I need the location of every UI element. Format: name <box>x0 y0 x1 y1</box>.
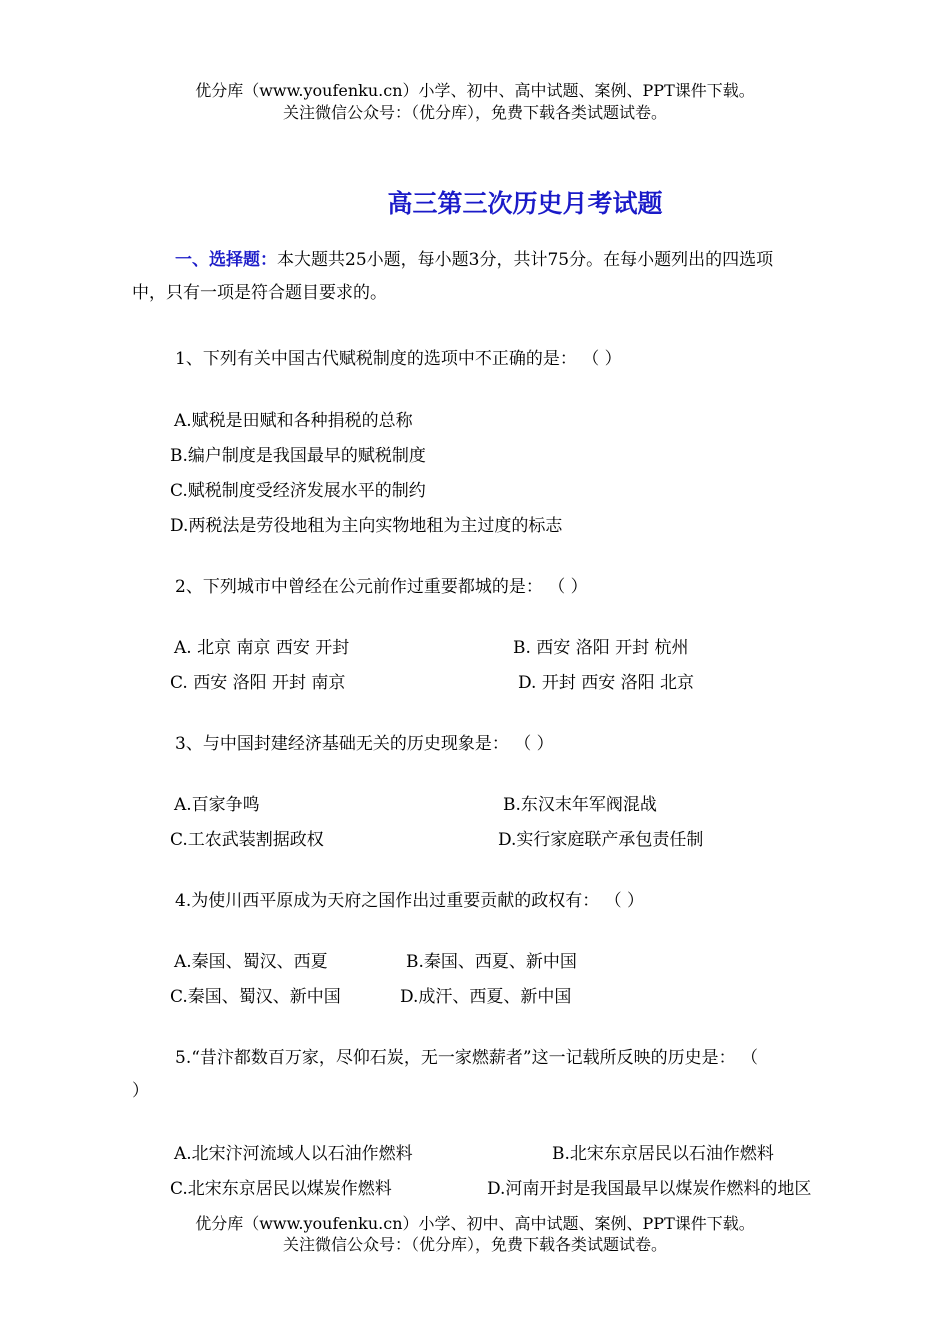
section-text-2: 中，只有一项是符合题目要求的。 <box>132 283 387 303</box>
question-5-stem-line-1: 5.“昔汴都数百万家，尽仰石炭，无一家燃薪者”这一记载所反映的历史是： （ <box>175 1048 759 1068</box>
question-4-option-a: A.秦国、蜀汉、西夏 <box>174 952 328 972</box>
header-line-2: 关注微信公众号：（优分库），免费下载各类试题试卷。 <box>282 103 667 122</box>
question-4-option-d: D.成汗、西夏、新中国 <box>400 987 572 1007</box>
question-3-option-b: B.东汉末年军阀混战 <box>503 795 657 815</box>
question-2-option-d: D. 开封 西安 洛阳 北京 <box>518 673 695 693</box>
question-4-option-c: C.秦国、蜀汉、新中国 <box>170 987 341 1007</box>
question-1-option-c: C.赋税制度受经济发展水平的制约 <box>170 481 426 501</box>
question-1-option-a: A.赋税是田赋和各种捐税的总称 <box>174 411 413 431</box>
question-3-option-a: A.百家争鸣 <box>174 795 260 815</box>
page-title: 高三第三次历史月考试题 <box>387 189 663 218</box>
question-3-stem: 3、与中国封建经济基础无关的历史现象是： （ ） <box>175 734 554 754</box>
question-2-stem: 2、下列城市中曾经在公元前作过重要都城的是： （ ） <box>175 577 588 597</box>
question-5-option-c: C.北宋东京居民以煤炭作燃料 <box>170 1179 392 1199</box>
question-2-option-a: A. 北京 南京 西安 开封 <box>174 638 350 658</box>
question-1-option-b: B.编户制度是我国最早的赋税制度 <box>170 446 426 466</box>
question-5-option-d: D.河南开封是我国最早以煤炭作燃料的地区 <box>487 1179 812 1199</box>
section-label: 一、选择题： <box>175 250 277 270</box>
question-2-option-b: B. 西安 洛阳 开封 杭州 <box>513 638 689 658</box>
section-intro <box>175 244 773 277</box>
question-3-option-c: C.工农武装割据政权 <box>170 830 324 850</box>
question-1-option-d: D.两税法是劳役地租为主向实物地租为主过度的标志 <box>170 516 563 536</box>
question-5-stem-line-2: ） <box>132 1081 149 1101</box>
question-3-option-d: D.实行家庭联产承包责任制 <box>498 830 704 850</box>
question-1-stem: 1、下列有关中国古代赋税制度的选项中不正确的是： （ ） <box>175 349 622 369</box>
question-4-stem: 4.为使川西平原成为天府之国作出过重要贡献的政权有： （ ） <box>175 891 645 911</box>
question-5-option-a: A.北宋汴河流域人以石油作燃料 <box>174 1144 413 1164</box>
header-line-1: 优分库（www.youfenku.cn）小学、初中、高中试题、案例、PPT课件下载。 <box>195 81 755 100</box>
question-5-option-b: B.北宋东京居民以石油作燃料 <box>552 1144 774 1164</box>
footer-line-1: 优分库（www.youfenku.cn）小学、初中、高中试题、案例、PPT课件下载。 <box>195 1214 755 1233</box>
question-4-option-b: B.秦国、西夏、新中国 <box>406 952 577 972</box>
section-text-1: 本大题共25小题，每小题3分，共计75分。在每小题列出的四选项 <box>277 250 774 270</box>
question-2-option-c: C. 西安 洛阳 开封 南京 <box>170 673 346 693</box>
footer-line-2: 关注微信公众号：（优分库），免费下载各类试题试卷。 <box>282 1235 667 1254</box>
